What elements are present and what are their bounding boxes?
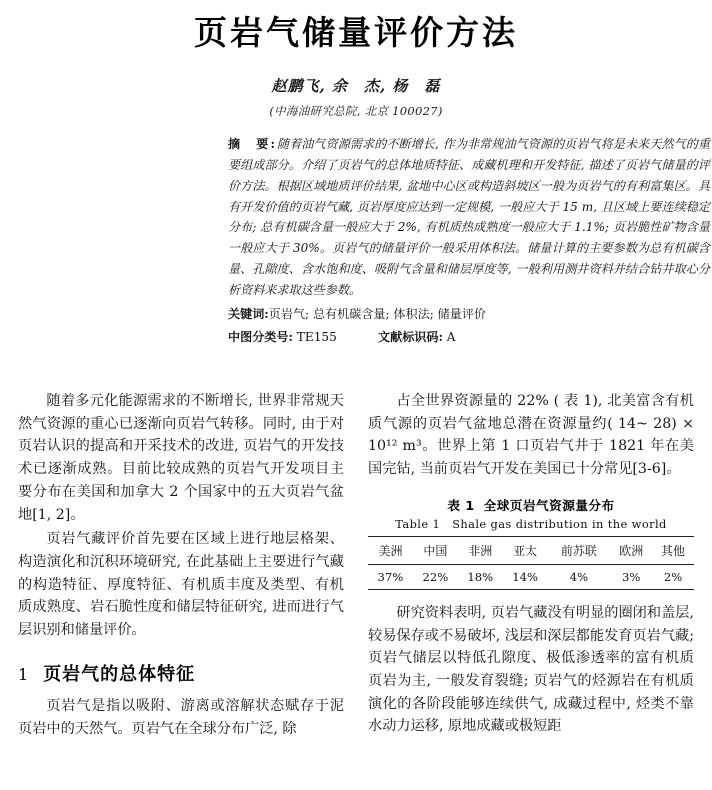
clc-value: TE155 (296, 330, 337, 345)
table-header-row (368, 536, 694, 564)
table-header-cell: 欧洲 (610, 536, 652, 564)
classification-line (228, 327, 710, 348)
table-title-en: Shale gas distribution in the world (452, 516, 667, 531)
table-caption-en (368, 517, 694, 531)
keywords-label: 关键词: (228, 306, 269, 321)
table-row (368, 564, 694, 589)
table-cell: 22% (413, 564, 458, 589)
paragraph: 研究资料表明, 页岩气藏没有明显的圈闭和盖层, 较易保存或不易破坏, 浅层和深层都能发育页岩气藏; 页岩气储层以特低孔隙度、极低渗透率的富有机质页岩为主, 一般发育裂缝; 页岩气的烃源岩在有机质演化的各阶段能够连续供气, 成藏过程中, 烃类不靠水动力运移, 原地成藏或极短距 (368, 604, 694, 735)
left-column (18, 390, 344, 782)
section-heading (18, 660, 344, 686)
paragraph: 随着多元化能源需求的不断增长, 世界非常规天然气资源的重心已逐渐向页岩气转移。同时, 由于对页岩认识的提高和开采技术的改进, 页岩气的开发技术已逐渐成熟。目前比较成熟的页岩气开发项目主要分布在美国和加拿大 2 个国家中的五大页岩气盆地[1, 2]。 (18, 393, 344, 523)
table-header-cell: 前苏联 (548, 536, 611, 564)
author-list: 赵鹏飞, 余 杰, 杨 磊 (271, 77, 441, 96)
affiliation: (中海油研究总院, 北京 100027) (269, 104, 443, 119)
clc-group (228, 327, 378, 348)
section-number: 1 (18, 664, 30, 684)
table-cell: 2% (652, 564, 694, 589)
table-cell: 3% (610, 564, 652, 589)
page-title: 页岩气储量评价方法 (194, 13, 518, 52)
paper-page (0, 12, 712, 790)
data-table (368, 536, 694, 590)
paragraph: 占全世界资源量的 22% ( 表 1), 北美富含有机质气源的页岩气盆地总潜在资源量约( 14~ 28) × 10¹² m³。世界上第 1 口页岩气井于 1821 年在美国完钻, 当前页岩气开发在美国已十分常见[3-6]。 (368, 393, 694, 478)
table-header-cell: 非洲 (458, 536, 503, 564)
two-column-body (18, 390, 694, 782)
abstract-block (228, 134, 710, 300)
table-head (368, 536, 694, 564)
abstract-text: 随着油气资源需求的不断增长, 作为非常规油气资源的页岩气将是未来天然气的重要组成部分。介绍了页岩气的总体地质特征、成藏机理和开发特征, 描述了页岩气储量的评价方法。根据区域地质评价结果, 盆地中心区或构造斜坡区一般为页岩气的有利富集区。具有开发价值的页岩气藏, 页岩厚度应达到一定规模, 一般应大于 15 m, 且区域上要连续稳定分布; 总有机碳含量一般应大于 2%, 有机质热成熟度一般应大于 1.1%; 页岩脆性矿物含量一般应大于 30%。页岩气的储量评价一般采用体积法。储量计算的主要参数为总有机碳含量、孔隙度、含水饱和度、吸附气含量和储层厚度等, 一般利用测井资料并结合钻井取心分析资料来求取这些参数。 (228, 137, 710, 297)
table-header-cell: 其他 (652, 536, 694, 564)
table-body (368, 564, 694, 589)
right-column (368, 390, 694, 782)
paragraph: 页岩气藏评价首先要在区域上进行地层格架、构造演化和沉积环境研究, 在此基础上主要进行气藏的构造特征、厚度特征、有机质丰度及类型、有机质成熟度、岩石脆性度和储层特征研究, 进而进行气层识别和储量评价。 (18, 531, 344, 639)
table-title-cn: 全球页岩气资源量分布 (483, 497, 615, 513)
doc-code-group (378, 327, 456, 348)
doc-code-value: A (446, 330, 456, 345)
table-caption-cn (368, 495, 694, 514)
abstract-label: 摘 要: (228, 137, 277, 152)
table-cell: 18% (458, 564, 503, 589)
table-number-cn: 表 1 (447, 497, 475, 513)
section-title: 页岩气的总体特征 (43, 663, 196, 685)
table-cell: 14% (503, 564, 548, 589)
table-header-cell: 亚太 (503, 536, 548, 564)
keywords-line (228, 304, 710, 325)
paragraph: 页岩气是指以吸附、游离或溶解状态赋存于泥页岩中的天然气。页岩气在全球分布广泛, 除 (18, 697, 344, 737)
table-cell: 37% (368, 564, 413, 589)
doc-code-label: 文献标识码: (378, 330, 443, 345)
table-number-en: Table 1 (395, 516, 441, 531)
keywords-text: 页岩气; 总有机碳含量; 体积法; 储量评价 (268, 306, 487, 321)
table-header-cell: 中国 (413, 536, 458, 564)
table-header-cell: 美洲 (368, 536, 413, 564)
table-1 (368, 495, 694, 590)
clc-label: 中图分类号: (228, 330, 293, 345)
table-cell: 4% (548, 564, 611, 589)
